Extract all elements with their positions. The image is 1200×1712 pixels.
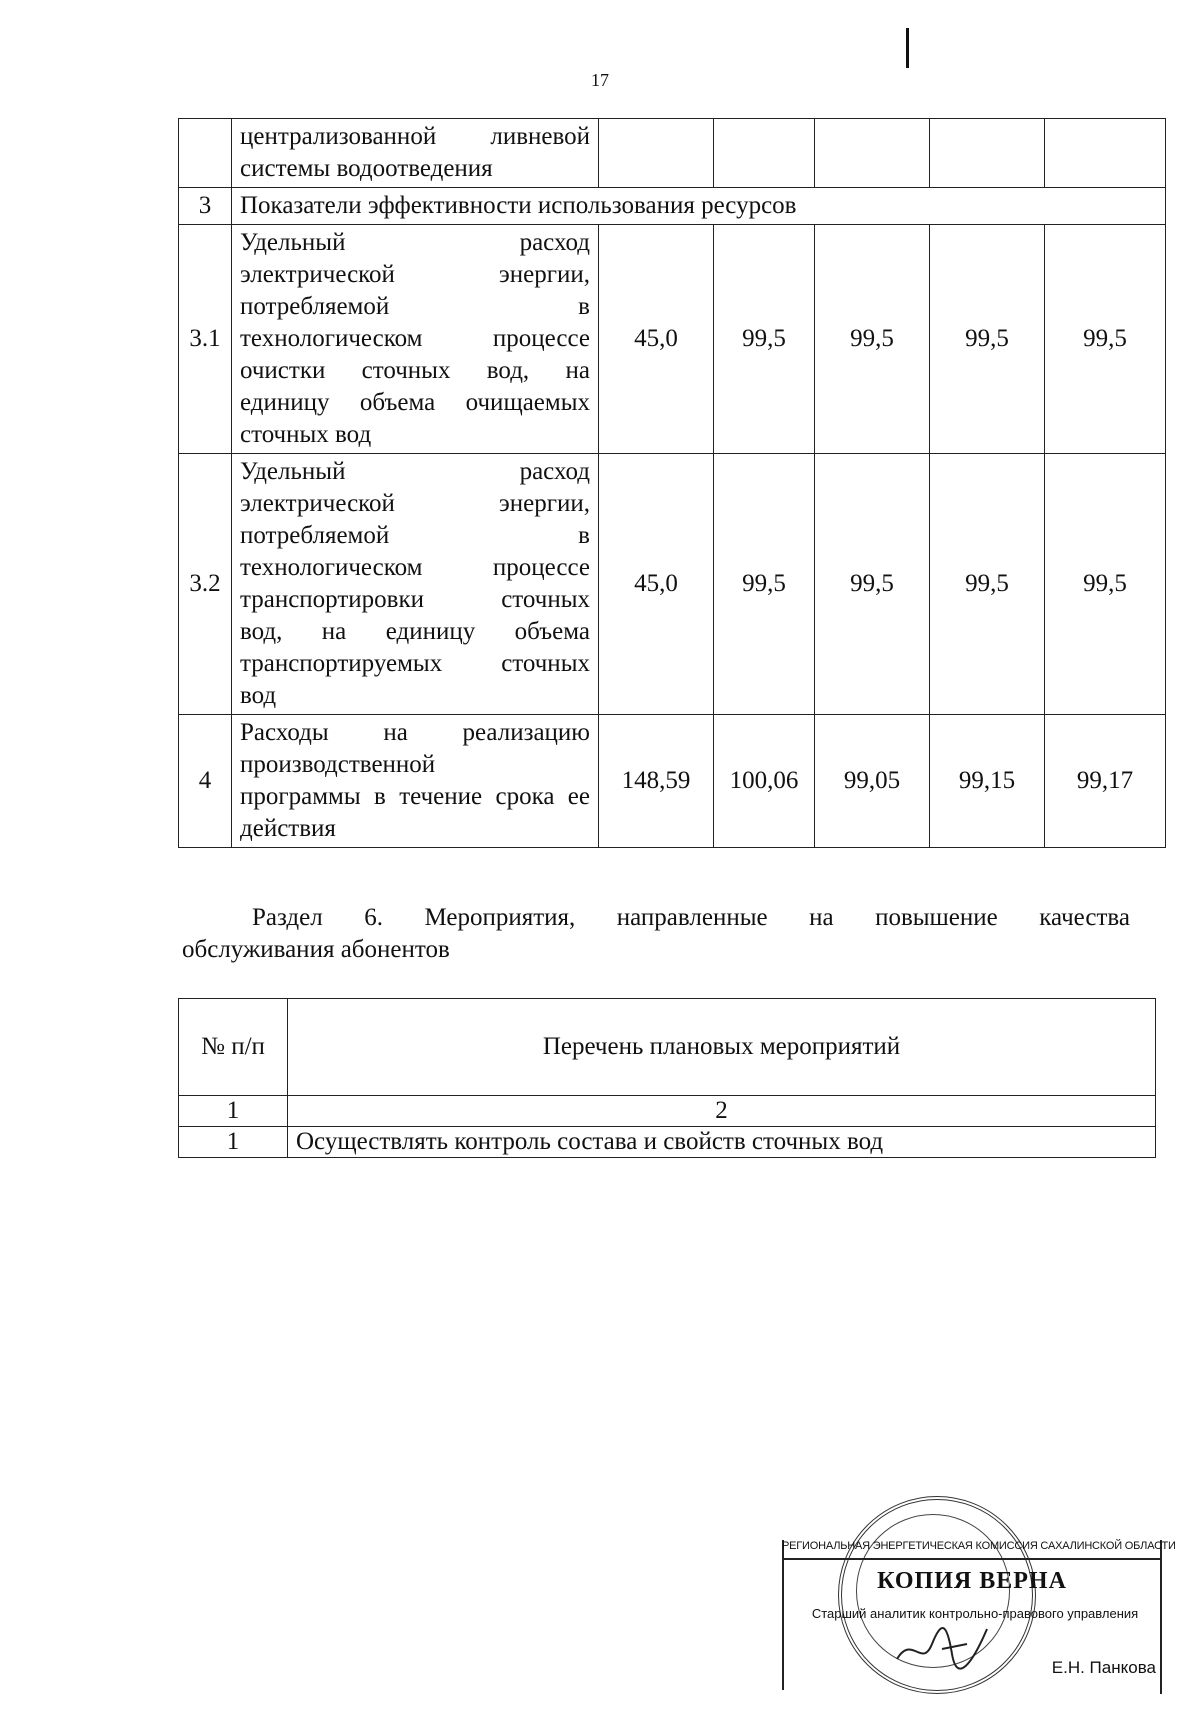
name-line: потребляемой в [240,293,590,320]
row-number [179,119,232,188]
indicator-name [232,454,599,715]
name-line: производственной [240,751,436,778]
indicators-table [178,118,1166,848]
indicator-name [232,119,599,188]
row-number: 4 [179,715,232,848]
table-row [179,225,1166,454]
name-line: действия [240,815,336,842]
value-cell [815,119,930,188]
value-cell: 100,06 [714,715,815,848]
name-line: Удельный расход [240,229,590,256]
table-row [179,454,1166,715]
name-line: Расходы на реализацию [240,719,590,746]
section-heading-line: обслуживания абонентов [182,936,450,963]
stamp-position: Старший аналитик контрольно-правового управления [811,1606,1139,1621]
measures-table [178,998,1156,1158]
table-row [179,1127,1156,1158]
name-line: централизованной ливневой [240,123,590,150]
name-line: электрической энергии, [240,490,590,517]
value-cell: 99,5 [1045,225,1166,454]
column-number: 1 [179,1096,288,1127]
section-row-title: Показатели эффективности использования ресурсов [232,188,1166,225]
row-number: 3 [179,188,232,225]
name-line: вод, на единицу объема [240,618,590,645]
value-cell [714,119,815,188]
value-cell: 45,0 [599,225,714,454]
signature-icon [892,1614,1002,1674]
table-row [179,715,1166,848]
name-line: единицу объема очищаемых [240,389,590,416]
name-line: Удельный расход [240,458,590,485]
value-cell: 99,17 [1045,715,1166,848]
stamp-divider [782,1558,1162,1560]
section-heading-line: Раздел 6. Мероприятия, направленные на повышение качества [252,904,1130,931]
value-cell: 99,5 [714,225,815,454]
column-header: № п/п [179,999,288,1096]
name-line: очистки сточных вод, на [240,357,590,384]
table-row [179,119,1166,188]
table-row [179,188,1166,225]
stamp-person: Е.Н. Панкова [1051,1658,1156,1677]
row-number: 1 [179,1127,288,1158]
table-numbering-row [179,1096,1156,1127]
value-cell: 99,5 [815,454,930,715]
indicator-name [232,715,599,848]
value-cell [1045,119,1166,188]
value-cell: 148,59 [599,715,714,848]
name-line: сточных вод [240,421,372,448]
name-line: транспортировки сточных [240,586,590,613]
value-cell: 99,5 [930,225,1045,454]
name-line: системы водоотведения [240,155,493,182]
name-line: транспортируемых сточных [240,650,590,677]
copy-certification-stamp [782,1496,1176,1706]
column-number: 2 [288,1096,1156,1127]
stamp-organization: РЕГИОНАЛЬНАЯ ЭНЕРГЕТИЧЕСКАЯ КОМИССИЯ САХАЛИНСКОЙ ОБЛАСТИ [782,1540,1176,1552]
value-cell: 99,05 [815,715,930,848]
column-header: Перечень плановых мероприятий [288,999,1156,1096]
name-line: электрической энергии, [240,261,590,288]
indicator-name [232,225,599,454]
measure-text: Осуществлять контроль состава и свойств сточных вод [288,1127,1156,1158]
row-number: 3.1 [179,225,232,454]
value-cell: 99,5 [714,454,815,715]
section-heading [182,902,1130,966]
name-line: технологическом процессе [240,554,590,581]
value-cell: 99,5 [1045,454,1166,715]
stamp-border [1160,1540,1162,1694]
value-cell: 99,5 [930,454,1045,715]
name-line: потребляемой в [240,522,590,549]
value-cell [930,119,1045,188]
value-cell: 99,5 [815,225,930,454]
name-line: технологическом процессе [240,325,590,352]
value-cell: 99,15 [930,715,1045,848]
name-line: программы в течение срока ее [240,783,590,810]
value-cell [599,119,714,188]
page-number: 17 [591,70,609,90]
name-line: вод [240,682,277,709]
table-header-row [179,999,1156,1096]
stamp-title: КОПИЯ ВЕРНА [877,1568,1067,1594]
row-number: 3.2 [179,454,232,715]
stamp-border [782,1540,784,1690]
value-cell: 45,0 [599,454,714,715]
scan-mark [906,28,909,68]
